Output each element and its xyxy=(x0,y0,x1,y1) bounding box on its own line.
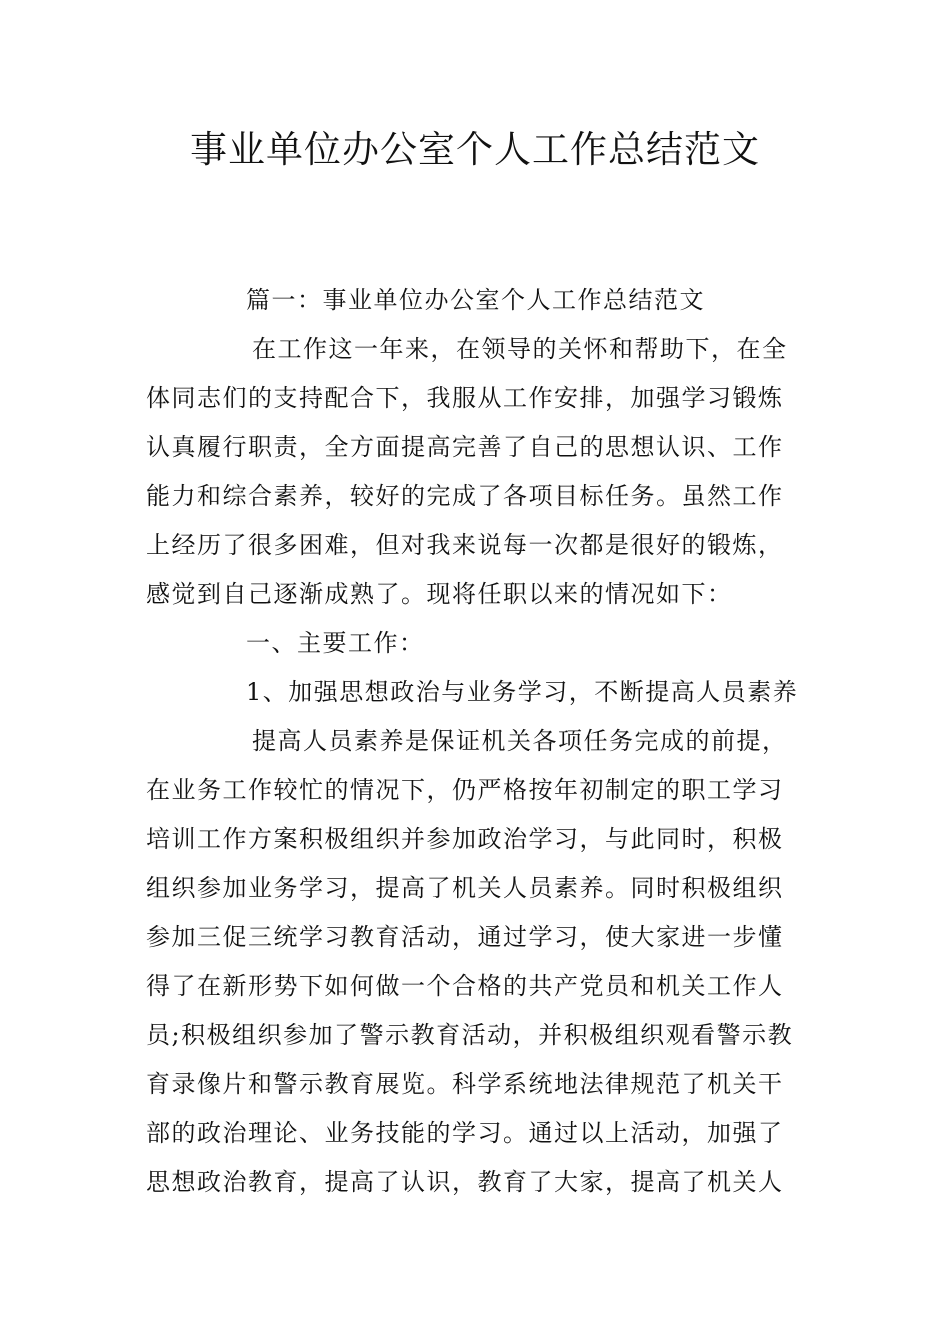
text-line: 上经历了很多困难，但对我来说每一次都是很好的锻炼， xyxy=(146,531,784,559)
text-line: 认真履行职责，全方面提高完善了自己的思想认识、工作 xyxy=(146,433,784,461)
text-line: 部的政治理论、业务技能的学习。通过以上活动，加强了 xyxy=(146,1119,784,1147)
text-line: 1、加强思想政治与业务学习，不断提高人员素养 xyxy=(246,678,799,706)
text-line: 体同志们的支持配合下，我服从工作安排，加强学习锻炼 xyxy=(146,384,784,412)
text-line: 得了在新形势下如何做一个合格的共产党员和机关工作人 xyxy=(146,972,784,1000)
text-line: 一、主要工作： xyxy=(246,629,425,657)
document-body xyxy=(146,276,806,1207)
document-title: 事业单位办公室个人工作总结范文 xyxy=(190,128,760,171)
text-line: 提高人员素养是保证机关各项任务完成的前提， xyxy=(252,727,788,755)
text-line: 组织参加业务学习，提高了机关人员素养。同时积极组织 xyxy=(146,874,784,902)
text-line: 思想政治教育，提高了认识，教育了大家，提高了机关人 xyxy=(146,1168,784,1196)
text-line: 在工作这一年来，在领导的关怀和帮助下，在全 xyxy=(252,335,788,363)
text-line: 育录像片和警示教育展览。科学系统地法律规范了机关干 xyxy=(146,1070,784,1098)
text-line: 在业务工作较忙的情况下，仍严格按年初制定的职工学习 xyxy=(146,776,784,804)
text-line: 能力和综合素养，较好的完成了各项目标任务。虽然工作 xyxy=(146,482,784,510)
text-line: 员;积极组织参加了警示教育活动，并积极组织观看警示教 xyxy=(146,1021,794,1049)
text-line: 参加三促三统学习教育活动，通过学习，使大家进一步懂 xyxy=(146,923,784,951)
text-line: 感觉到自己逐渐成熟了。现将任职以来的情况如下： xyxy=(146,580,733,608)
text-line: 培训工作方案积极组织并参加政治学习，与此同时，积极 xyxy=(146,825,784,853)
text-line: 篇一：事业单位办公室个人工作总结范文 xyxy=(246,286,705,314)
